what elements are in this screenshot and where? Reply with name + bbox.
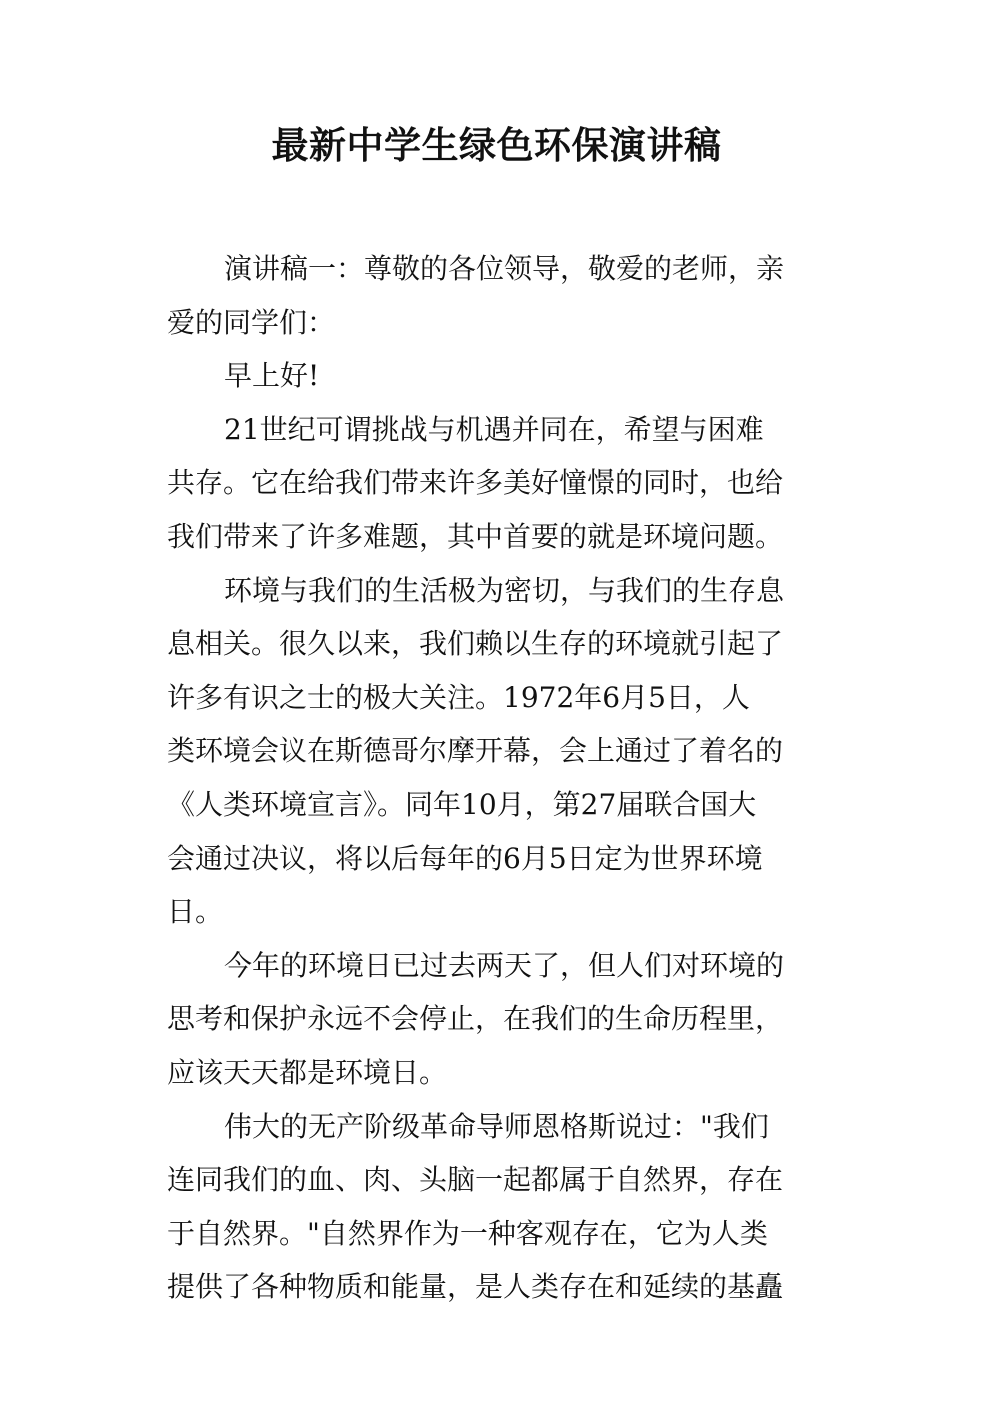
text-line: 连同我们的血、肉、头脑一起都属于自然界，存在 xyxy=(167,1163,784,1197)
text-line: 提供了各种物质和能量，是人类存在和延续的基矗 xyxy=(167,1270,784,1304)
text-line: 《人类环境宣言》。同年10月，第27届联合国大 xyxy=(167,787,757,821)
text-line: 伟大的无产阶级革命导师恩格斯说过："我们 xyxy=(224,1109,769,1143)
text-line: 21世纪可谓挑战与机遇并同在，希望与困难 xyxy=(224,412,764,446)
text-line: 息相关。很久以来，我们赖以生存的环境就引起了 xyxy=(167,627,784,661)
text-line: 思考和保护永远不会停止，在我们的生命历程里， xyxy=(167,1002,784,1036)
text-line: 会通过决议，将以后每年的6月5日定为世界环境 xyxy=(167,841,763,875)
text-line: 今年的环境日已过去两天了，但人们对环境的 xyxy=(224,948,785,982)
text-line: 演讲稿一：尊敬的各位领导，敬爱的老师，亲 xyxy=(224,252,785,285)
document-body xyxy=(167,242,827,1314)
text-line: 应该天天都是环境日。 xyxy=(167,1055,448,1089)
text-line: 环境与我们的生活极为密切，与我们的生存息 xyxy=(224,573,785,607)
text-line: 爱的同学们： xyxy=(167,305,336,339)
text-line: 日。 xyxy=(167,895,224,929)
document-title: 最新中学生绿色环保演讲稿 xyxy=(271,124,722,167)
text-line: 许多有识之士的极大关注。1972年6月5日，人 xyxy=(167,680,750,714)
text-line: 早上好! xyxy=(224,359,320,393)
text-line: 于自然界。"自然界作为一种客观存在，它为人类 xyxy=(167,1216,768,1250)
text-line: 共存。它在给我们带来许多美好憧憬的同时，也给 xyxy=(167,466,784,500)
text-line: 我们带来了许多难题，其中首要的就是环境问题。 xyxy=(167,519,784,553)
text-line: 类环境会议在斯德哥尔摩开幕，会上通过了着名的 xyxy=(167,734,784,768)
